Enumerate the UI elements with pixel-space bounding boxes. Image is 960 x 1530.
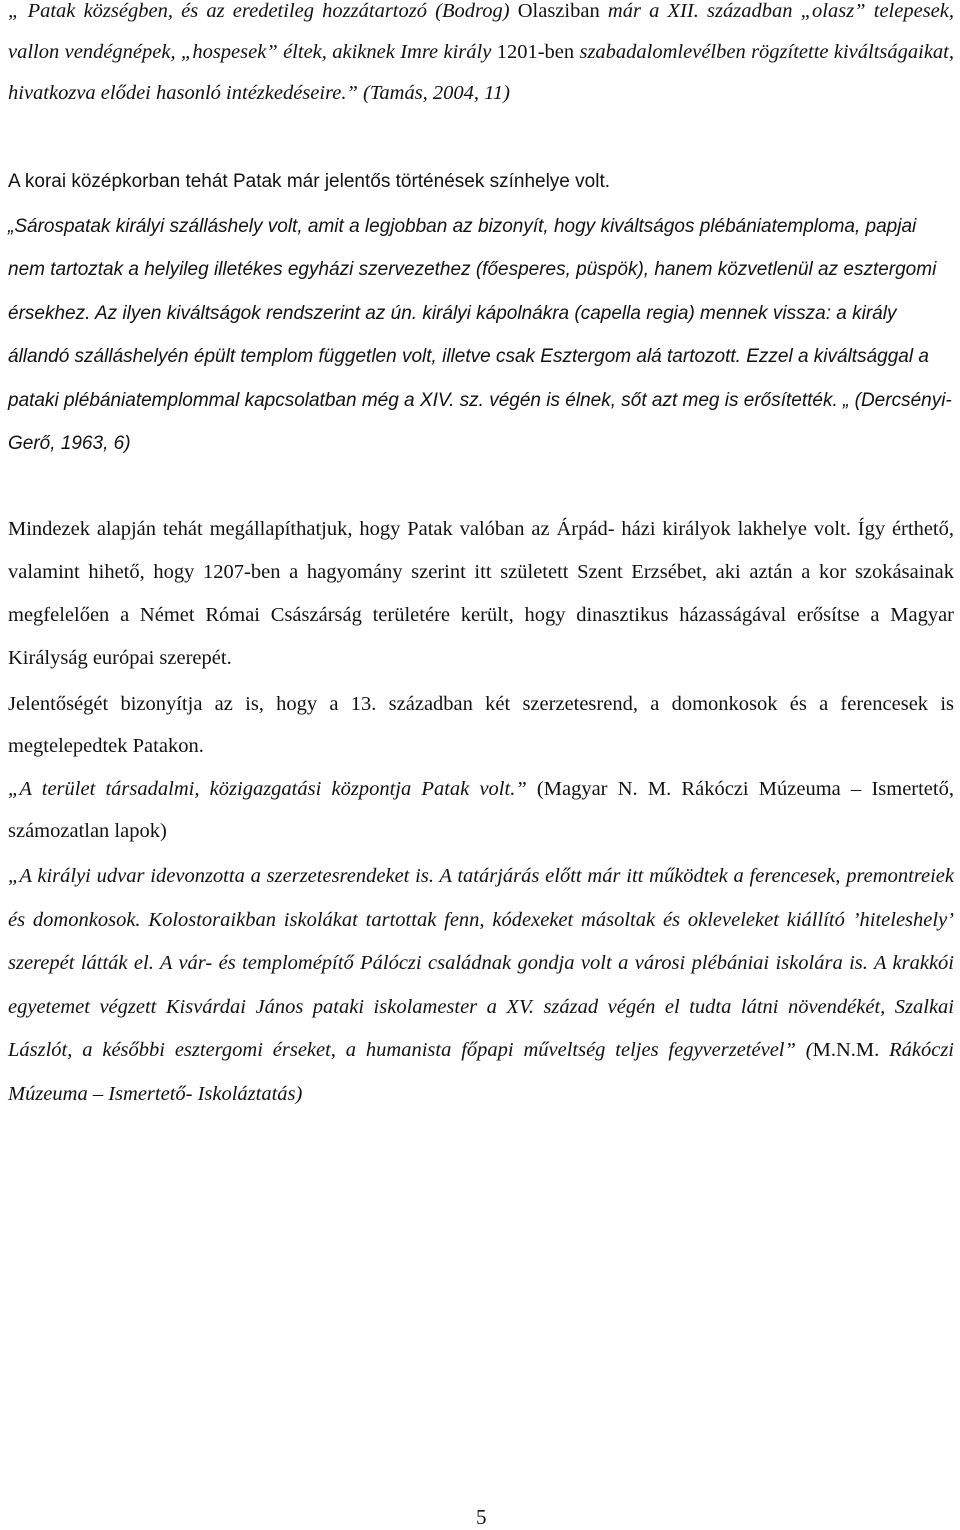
place-name: Olasziban <box>517 0 600 22</box>
citation-text: (Magyar N. M. Rákóczi Múzeuma – Ismertető, számozatlan lapok) <box>8 778 954 842</box>
paragraph-administrative-centre <box>8 768 954 852</box>
citation-text: M.N.M. <box>812 1039 880 1062</box>
paragraph-royal-residence-quote: „Sárospatak királyi szálláshely volt, amit a legjobban az bizonyít, hogy kiváltságos plébániatemploma, papjai nem tartoztak a helyileg illetékes egyházi szervezethez (főesperes, püspök), hanem közvetlenül az esztergomi érsekhez. Az ilyen kiváltságok rendszerint az ún. királyi kápolnákra (capella regia) mennek vissza: a király állandó szálláshelyén épült templom független volt, illetve csak Esztergom alá tartozott. Ezzel a kiváltsággal a pataki plébániatemplommal kapcsolatban még a XIV. sz. végén is élnek, sőt azt meg is erősítették. „ (Dercsényi- Gerő, 1963, 6) <box>8 216 952 455</box>
citation-text: Rákóczi Múzeuma – Ismertető- Iskoláztatás) <box>8 1039 954 1105</box>
paragraph-olaszi-quote <box>8 0 954 114</box>
paragraph-monastic-orders: Jelentőségét bizonyítja az is, hogy a 13. században két szerzetesrend, a domonkosok és a ferencesek is megtelepedtek Patakon. <box>8 693 954 757</box>
paragraph-early-middle-ages: A korai középkorban tehát Patak már jelentős történések színhelye volt. <box>8 171 610 192</box>
quote-text: „A terület társadalmi, közigazgatási központja Patak volt.” <box>8 778 527 800</box>
quote-text: már a XII. században „olasz” telepesek, vallon vendégnépek, „hospesek” éltek, akiknek Imre király <box>8 0 954 63</box>
quote-text: „ Patak községben, és az eredetileg hozzátartozó (Bodrog) <box>8 0 518 22</box>
year-text: 1201-ben <box>496 41 575 63</box>
quote-text: „A királyi udvar idevonzotta a szerzetesrendeket is. A tatárjárás előtt már itt működtek a ferencesek, premontreiek és domonkosok. Kolostoraikban iskolákat tartottak fenn, kódexeket másoltak és okleveleket kiállító ’hiteleshely’ szerepét látták el. A vár- és templomépítő Pálóczi családnak gondja volt a városi plébániai iskolára is. A krakkói egyetemet végzett Kisvárdai János pataki iskolamester a XV. század végén el tudta látni növendékét, Szalkai Lászlót, a későbbi esztergomi érseket, a humanista főpapi műveltség teljes fegyverzetével” ( <box>8 865 954 1062</box>
paragraph-royal-court-quote <box>8 855 954 1117</box>
quote-text: szabadalomlevélben rögzítette kiváltságaikat, hivatkozva elődei hasonló intézkedéseire.” (Tamás, 2004, 11) <box>8 41 954 104</box>
paragraph-arpad-kings: Mindezek alapján tehát megállapíthatjuk, hogy Patak valóban az Árpád- házi királyok lakhelye volt. Így érthető, valamint hihető, hogy 1207-ben a hagyomány szerint itt született Szent Erzsébet, aki aztán a kor szokásainak megfelelően a Német Római Császárság területére került, hogy dinasztikus házasságával erősítse a Magyar Királyság európai szerepét. <box>8 518 954 669</box>
page-number: 5 <box>476 1505 487 1529</box>
